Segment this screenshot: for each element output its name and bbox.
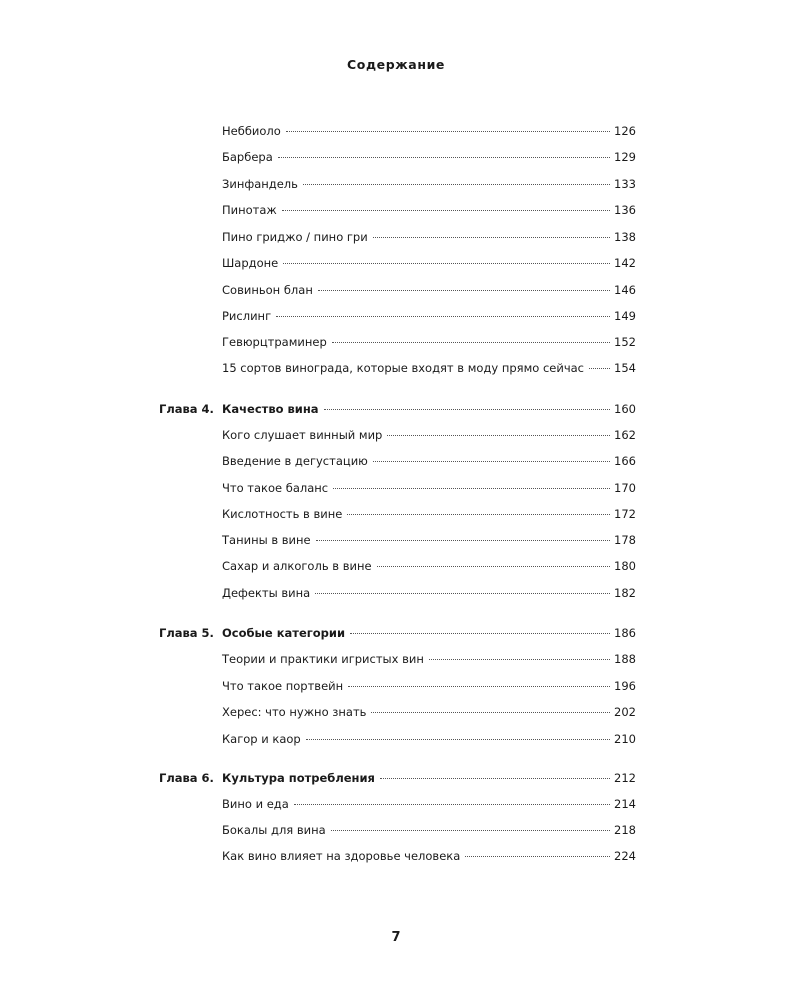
toc-section-row	[0, 148, 800, 166]
entry-title: Как вино влияет на здоровье человека	[222, 849, 461, 863]
entry-page-number: 196	[614, 679, 636, 693]
toc-section-row	[0, 703, 800, 721]
entry-page-number: 210	[614, 732, 636, 746]
toc-entry	[222, 624, 636, 642]
toc-section-row	[0, 795, 800, 813]
dot-leader	[331, 830, 610, 831]
dot-leader	[315, 593, 610, 594]
dot-leader	[306, 739, 610, 740]
dot-leader	[350, 633, 610, 634]
toc-entry	[222, 730, 636, 748]
entry-page-number: 146	[614, 283, 636, 297]
toc-entry	[222, 452, 636, 470]
entry-page-number: 182	[614, 586, 636, 600]
toc-section-row	[0, 175, 800, 193]
entry-title: Совиньон блан	[222, 283, 313, 297]
entry-page-number: 214	[614, 797, 636, 811]
entry-title: Кагор и каор	[222, 732, 301, 746]
toc-entry	[222, 359, 636, 377]
toc-entry	[222, 769, 636, 787]
toc-entry	[222, 795, 636, 813]
toc-section-row	[0, 254, 800, 272]
toc-entry	[222, 400, 636, 418]
dot-leader	[429, 659, 610, 660]
entry-title: Вино и еда	[222, 797, 289, 811]
entry-title: Дефекты вина	[222, 586, 311, 600]
dot-leader	[324, 409, 610, 410]
dot-leader	[282, 210, 610, 211]
dot-leader	[332, 342, 610, 343]
toc-section-row	[0, 122, 800, 140]
dot-leader	[276, 316, 610, 317]
toc-section-row	[0, 531, 800, 549]
dot-leader	[294, 804, 610, 805]
entry-page-number: 133	[614, 177, 636, 191]
toc-section-row	[0, 677, 800, 695]
toc-entry	[222, 122, 636, 140]
entry-title: Херес: что нужно знать	[222, 705, 367, 719]
toc-section-row	[0, 359, 800, 377]
toc-section-row	[0, 821, 800, 839]
toc-entry	[222, 677, 636, 695]
entry-title: Культура потребления	[222, 771, 375, 785]
dot-leader	[283, 263, 610, 264]
entry-title: Барбера	[222, 150, 273, 164]
dot-leader	[380, 778, 610, 779]
toc-entry	[222, 557, 636, 575]
entry-title: Пино гриджо / пино гри	[222, 230, 368, 244]
dot-leader	[589, 368, 610, 369]
toc-chapter-row	[0, 624, 800, 642]
toc-entry	[222, 703, 636, 721]
dot-leader	[347, 514, 610, 515]
dot-leader	[371, 712, 610, 713]
entry-title: Гевюрцтраминер	[222, 335, 327, 349]
entry-page-number: 152	[614, 335, 636, 349]
entry-title: Что такое портвейн	[222, 679, 344, 693]
entry-page-number: 188	[614, 652, 636, 666]
toc-section-row	[0, 505, 800, 523]
toc-section-row	[0, 307, 800, 325]
entry-title: Особые категории	[222, 626, 346, 640]
dot-leader	[286, 131, 610, 132]
toc-entry	[222, 333, 636, 351]
dot-leader	[373, 461, 610, 462]
toc-entry	[222, 847, 636, 865]
entry-page-number: 202	[614, 705, 636, 719]
entry-page-number: 162	[614, 428, 636, 442]
entry-title: Бокалы для вина	[222, 823, 326, 837]
entry-page-number: 129	[614, 150, 636, 164]
toc-section-row	[0, 650, 800, 668]
entry-page-number: 212	[614, 771, 636, 785]
dot-leader	[465, 856, 610, 857]
entry-page-number: 172	[614, 507, 636, 521]
toc-entry	[222, 584, 636, 602]
toc-section-row	[0, 333, 800, 351]
toc-section-row	[0, 479, 800, 497]
entry-title: Пинотаж	[222, 203, 277, 217]
toc-entry	[222, 175, 636, 193]
chapter-label: Глава 5.	[159, 626, 214, 640]
entry-page-number: 224	[614, 849, 636, 863]
entry-page-number: 186	[614, 626, 636, 640]
entry-page-number: 170	[614, 481, 636, 495]
chapter-label: Глава 4.	[159, 402, 214, 416]
toc-section-row	[0, 584, 800, 602]
entry-page-number: 180	[614, 559, 636, 573]
dot-leader	[348, 686, 610, 687]
toc-entry	[222, 821, 636, 839]
entry-page-number: 218	[614, 823, 636, 837]
dot-leader	[318, 290, 610, 291]
toc-entry	[222, 479, 636, 497]
dot-leader	[333, 488, 610, 489]
entry-title: Рислинг	[222, 309, 272, 323]
dot-leader	[377, 566, 611, 567]
toc-entry	[222, 254, 636, 272]
toc-entry	[222, 148, 636, 166]
entry-title: Качество вина	[222, 402, 319, 416]
entry-title: Зинфандель	[222, 177, 298, 191]
toc-section-row	[0, 201, 800, 219]
entry-title: Кого слушает винный мир	[222, 428, 383, 442]
entry-title: Введение в дегустацию	[222, 454, 368, 468]
toc-entry	[222, 201, 636, 219]
toc-section-row	[0, 557, 800, 575]
toc-section-row	[0, 228, 800, 246]
chapter-label: Глава 6.	[159, 771, 214, 785]
toc-entry	[222, 281, 636, 299]
entry-page-number: 136	[614, 203, 636, 217]
toc-section-row	[0, 426, 800, 444]
toc-entry	[222, 307, 636, 325]
toc-section-row	[0, 730, 800, 748]
entry-page-number: 178	[614, 533, 636, 547]
entry-page-number: 142	[614, 256, 636, 270]
entry-title: Сахар и алкоголь в вине	[222, 559, 372, 573]
entry-page-number: 154	[614, 361, 636, 375]
toc-chapter-row	[0, 400, 800, 418]
entry-title: Шардоне	[222, 256, 279, 270]
entry-page-number: 149	[614, 309, 636, 323]
dot-leader	[387, 435, 610, 436]
toc-entry	[222, 228, 636, 246]
toc-chapter-row	[0, 769, 800, 787]
entry-page-number: 126	[614, 124, 636, 138]
toc-entry	[222, 505, 636, 523]
dot-leader	[373, 237, 610, 238]
toc-section-row	[0, 452, 800, 470]
entry-page-number: 166	[614, 454, 636, 468]
toc-section-row	[0, 281, 800, 299]
toc-entry	[222, 650, 636, 668]
toc-entry	[222, 531, 636, 549]
entry-title: Неббиоло	[222, 124, 281, 138]
toc-entry	[222, 426, 636, 444]
entry-page-number: 160	[614, 402, 636, 416]
page-number: 7	[391, 930, 401, 945]
entry-title: Танины в вине	[222, 533, 311, 547]
toc-heading: Содержание	[346, 57, 446, 72]
entry-title: 15 сортов винограда, которые входят в моду прямо сейчас	[222, 361, 584, 375]
toc-section-row	[0, 847, 800, 865]
entry-title: Что такое баланс	[222, 481, 329, 495]
entry-title: Теории и практики игристых вин	[222, 652, 424, 666]
dot-leader	[278, 157, 610, 158]
dot-leader	[316, 540, 610, 541]
dot-leader	[303, 184, 610, 185]
entry-page-number: 138	[614, 230, 636, 244]
entry-title: Кислотность в вине	[222, 507, 343, 521]
